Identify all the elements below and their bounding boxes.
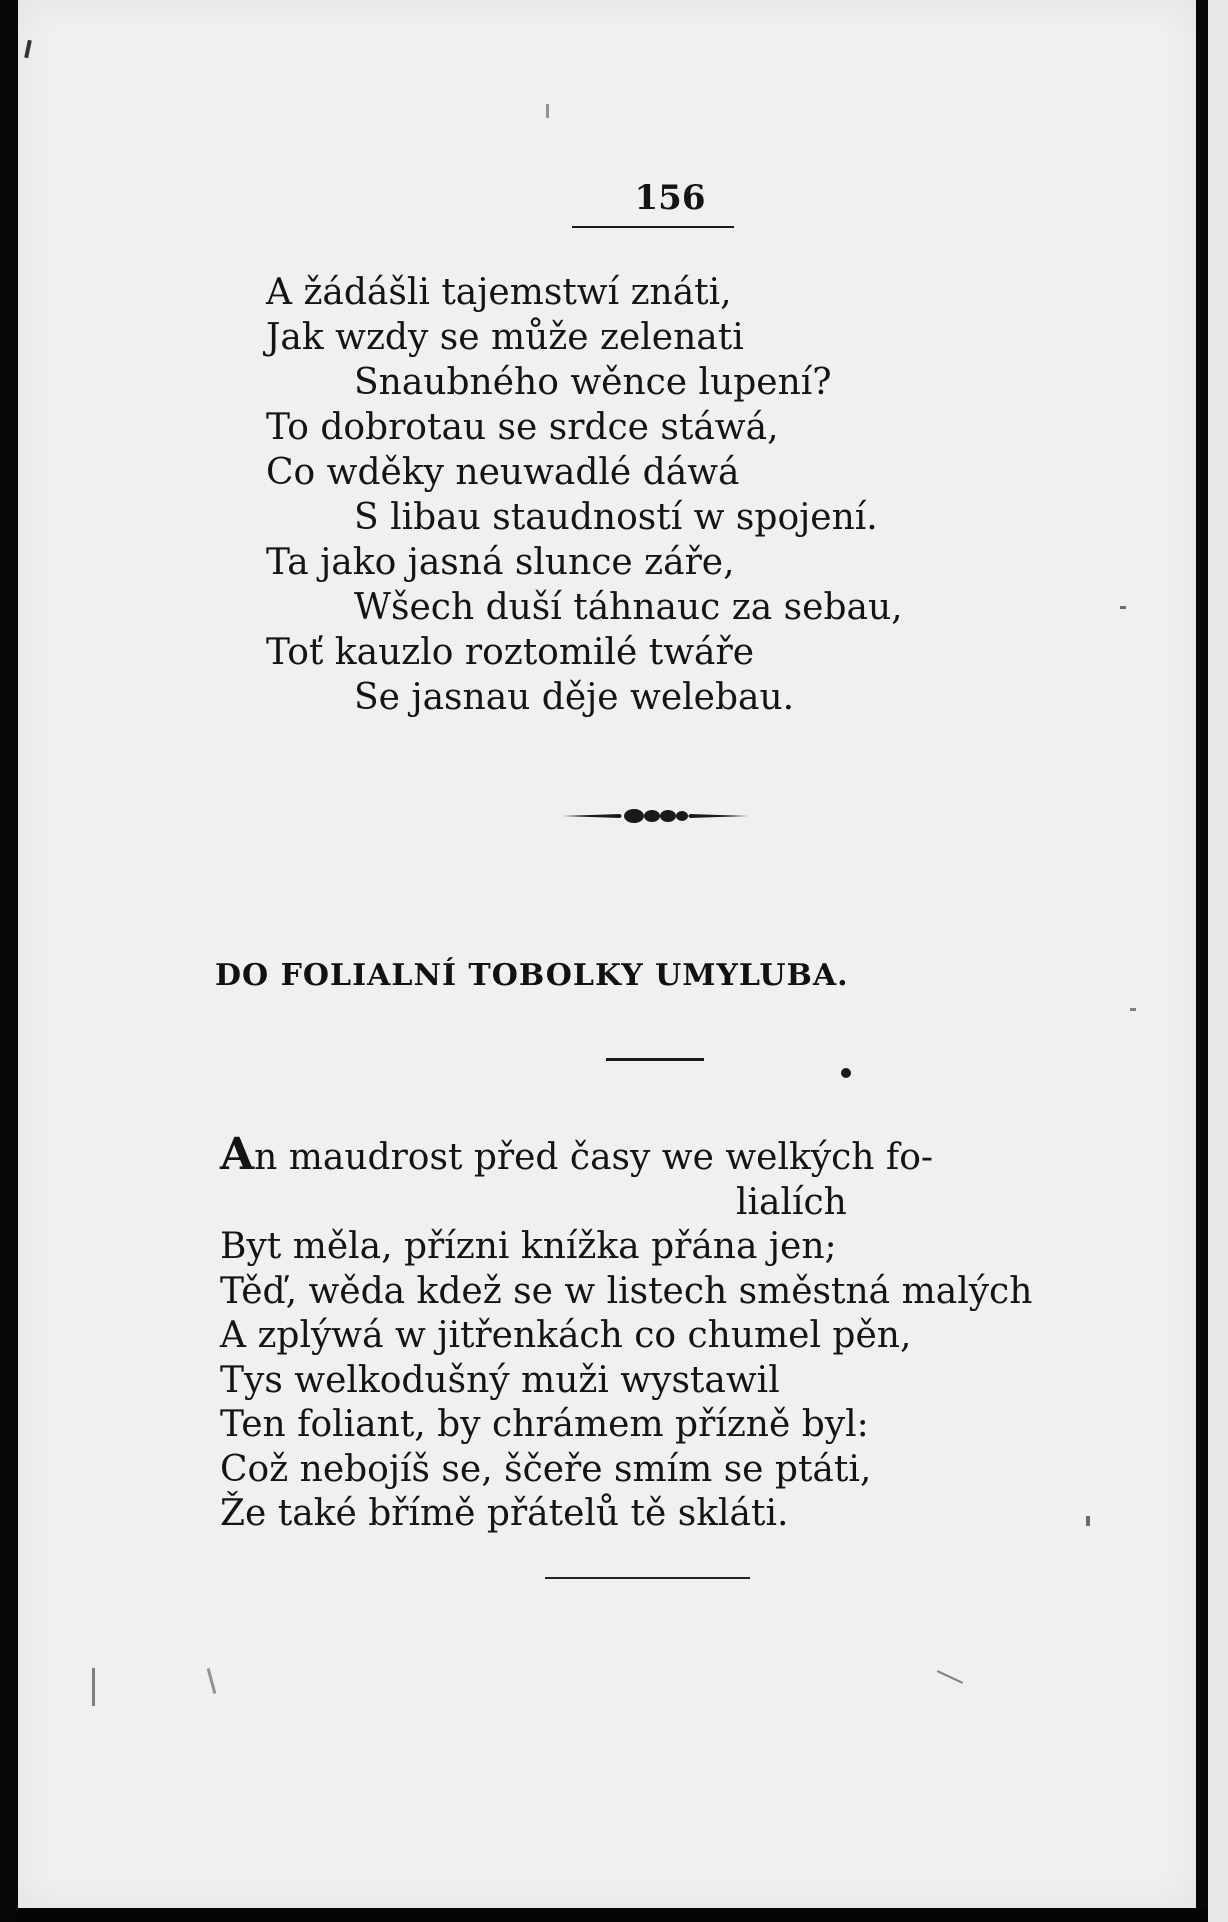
poem-line: Snaubného wěnce lupení? [354, 362, 832, 403]
poem-line: Byt měla, přízni knížka přána jen; [220, 1226, 837, 1267]
poem-line: Wšech duší táhnauc za sebau, [354, 587, 903, 628]
poem-line: Že také břímě přátelů tě skláti. [220, 1493, 789, 1534]
ornament-dot [841, 1068, 851, 1078]
poem-line: Se jasnau děje welebau. [354, 677, 795, 718]
drop-cap: A [220, 1129, 255, 1180]
scan-speck [1120, 606, 1126, 609]
scan-speck [92, 1668, 95, 1706]
poem-line: Toť kauzlo roztomilé twáře [266, 632, 755, 673]
poem-line [220, 1129, 1110, 1181]
scan-speck [1130, 1008, 1136, 1011]
poem-line: A žádášli tajemstwí znáti, [266, 272, 732, 313]
poem-line: Tys welkodušný muži wystawil [220, 1359, 780, 1401]
scan-bottom-border [18, 1908, 1208, 1922]
poem-title: DO FOLIALNÍ TOBOLKY UMYLUBA. [215, 958, 849, 993]
poem-line: S libau staudností w spojení. [354, 497, 878, 538]
header-rule [572, 226, 734, 228]
poem-line-text: n maudrost před časy we welkých fo- [254, 1137, 934, 1178]
poem-line: To dobrotau se srdce stáwá, [266, 407, 779, 448]
title-rule [606, 1058, 704, 1061]
ornament-divider [560, 803, 750, 827]
scan-speck [546, 104, 549, 118]
poem-line: Co wděky neuwadlé dáwá [266, 452, 740, 493]
poem-two [220, 1129, 1110, 1537]
poem-line: Ta jako jasná slunce záře, [266, 542, 735, 583]
poem-line: Což nebojíš se, ščeře smím se ptáti, [220, 1448, 872, 1490]
end-rule [545, 1577, 750, 1579]
poem-line: Jak wzdy se může zelenati [266, 317, 744, 358]
poem-line-continuation: lialích [736, 1181, 847, 1223]
next-page-edge [1208, 0, 1228, 1922]
poem-line: Ten foliant, by chrámem přízně byl: [220, 1404, 869, 1445]
poem-line: Těď, wěda kdež se w listech směstná malých [220, 1270, 1033, 1312]
poem-one [266, 270, 1026, 720]
page-number: 156 [634, 178, 706, 218]
poem-line: A zplýwá w jitřenkách co chumel pěn, [220, 1315, 912, 1356]
